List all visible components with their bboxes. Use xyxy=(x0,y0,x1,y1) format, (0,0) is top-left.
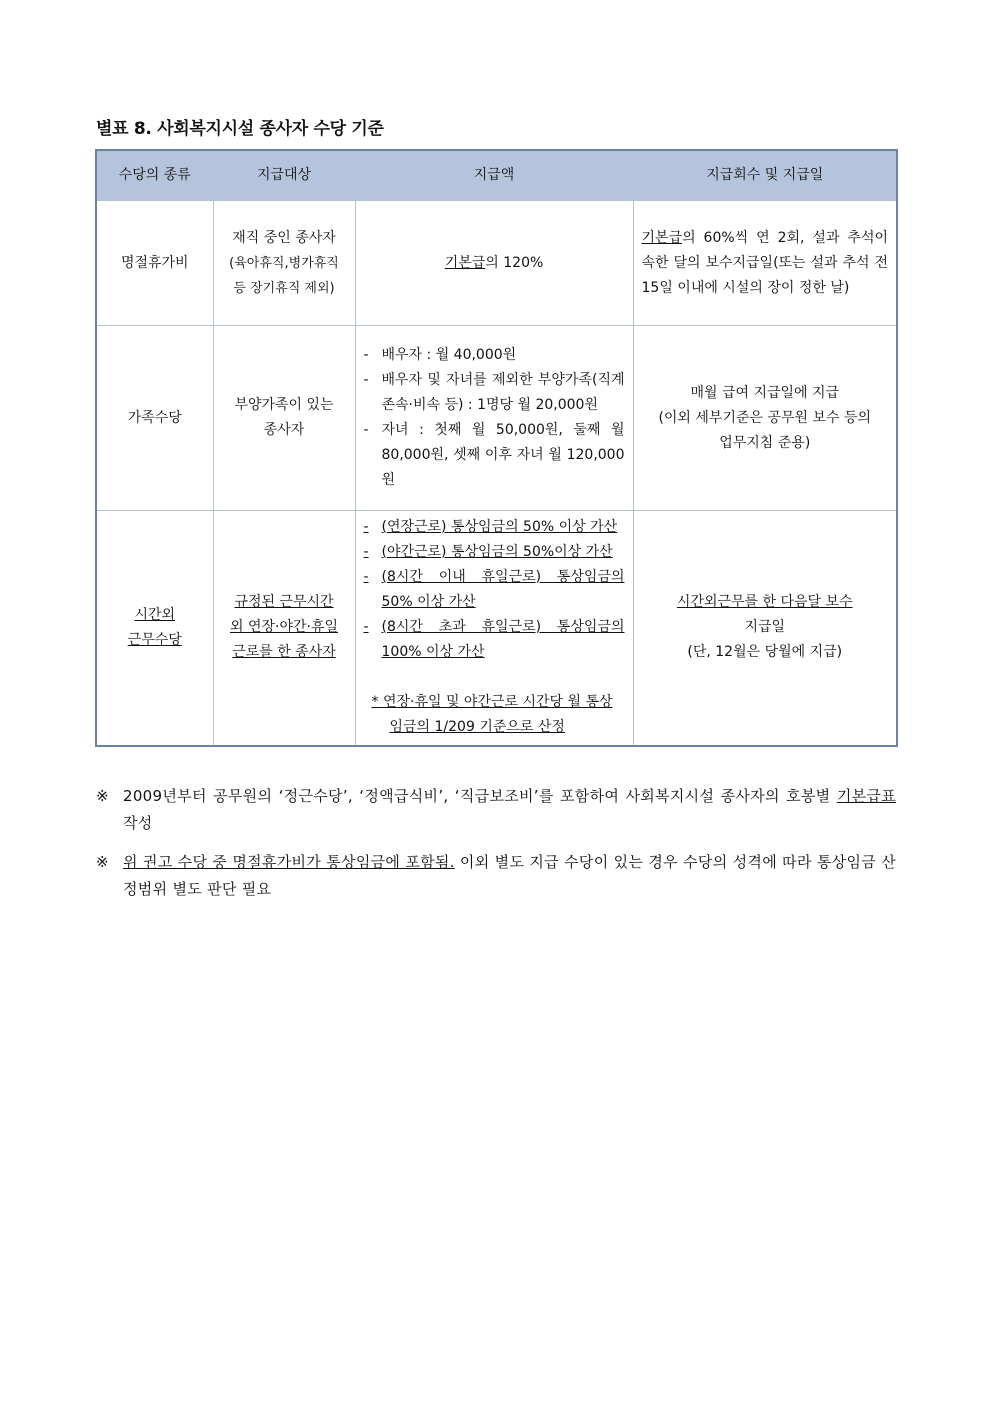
eligible-target xyxy=(213,326,355,511)
target-line: 재직 중인 종사자 xyxy=(232,229,336,246)
payment-schedule xyxy=(633,511,897,746)
allowance-table xyxy=(95,149,898,747)
amount-item: - 배우자 및 자녀를 제외한 부양가족(직계존속·비속 등) : 1명당 월 20,000원 xyxy=(363,372,625,413)
amount-list xyxy=(364,515,625,665)
amount-item: - (8시간 이내 휴일근로) 통상임금의 50% 이상 가산 xyxy=(363,569,625,611)
eligible-target xyxy=(213,511,355,746)
amount-item-text: (연장근로) 통상임금의 50% 이상 가산 xyxy=(381,519,618,536)
footnote xyxy=(96,849,896,903)
footnote-text: 작성 xyxy=(123,814,153,832)
header-row xyxy=(96,150,897,201)
amount-item: - 배우자 : 월 40,000원 xyxy=(363,347,517,363)
target-line: 규정된 근무시간 xyxy=(234,594,334,611)
allowance-type: 명절휴가비 xyxy=(96,201,213,326)
amount-underlined: 기본급 xyxy=(444,254,486,271)
payment-schedule xyxy=(633,326,897,511)
type-line: 근무수당 xyxy=(127,631,182,648)
amount-item: - 자녀 : 첫째 월 50,000원, 둘째 월 80,000원, 셋째 이후 자녀 월 120,000원 xyxy=(363,422,625,488)
allowance-type xyxy=(96,511,213,746)
amount-item-text: (8시간 초과 휴일근로) 통상임금의 100% 이상 가산 xyxy=(381,619,625,661)
table-row xyxy=(96,326,897,511)
target-line: 부양가족이 있는 xyxy=(234,397,334,413)
schedule-line: 지급일 xyxy=(744,619,786,636)
payment-amount xyxy=(355,326,633,511)
amount-item-text: (야간근로) 통상임금의 50%이상 가산 xyxy=(381,544,613,561)
column-header-amount: 지급액 xyxy=(355,150,633,201)
schedule-line: 매월 급여 지급일에 지급 xyxy=(690,384,840,401)
amount-item-text: 배우자 및 자녀를 제외한 부양가족(직계존속·비속 등) : 1명당 월 20,000원 xyxy=(381,372,625,413)
amount-item: - (연장근로) 통상임금의 50% 이상 가산 xyxy=(363,519,618,536)
amount-list xyxy=(364,343,625,493)
reference-mark: ※ xyxy=(96,787,109,805)
table-row xyxy=(96,201,897,326)
amount-footnote: * 연장·휴일 및 야간근로 시간당 월 통상임금의 1/209 기준으로 산정 xyxy=(371,694,613,736)
type-line: 시간외 xyxy=(134,606,176,623)
schedule-underlined: 기본급 xyxy=(641,229,683,246)
schedule-line: 업무지침 준용) xyxy=(719,434,811,451)
table-row xyxy=(96,511,897,746)
amount-item-text: (8시간 이내 휴일근로) 통상임금의 50% 이상 가산 xyxy=(381,569,625,611)
amount-item: - (야간근로) 통상임금의 50%이상 가산 xyxy=(363,544,613,561)
reference-mark: ※ xyxy=(96,853,109,871)
schedule-line: 시간외근무를 한 다음달 보수 xyxy=(676,594,853,611)
column-header-schedule: 지급회수 및 지급일 xyxy=(633,150,897,201)
target-line: 종사자 xyxy=(263,422,305,438)
footnote-underlined: 기본급표 xyxy=(836,787,896,805)
schedule-text: 의 60%씩 연 2회, 설과 추석이 속한 달의 보수지급일(또는 설과 추석 전 15일 이내에 시설의 장이 정한 날) xyxy=(641,229,888,296)
footnote-body xyxy=(96,783,896,837)
eligible-target xyxy=(213,201,355,326)
allowance-type: 가족수당 xyxy=(96,326,213,511)
amount-item-text: 배우자 : 월 40,000원 xyxy=(381,347,517,363)
footnote-body xyxy=(96,849,896,903)
amount-text: 의 120% xyxy=(485,254,544,271)
schedule-line: (이외 세부기준은 공무원 보수 등의 xyxy=(658,409,872,426)
target-line: 외 연장·야간·휴일 xyxy=(229,619,339,636)
schedule-line: (단, 12월은 당월에 지급) xyxy=(687,644,843,661)
footnote-text: 이외 별도 지급 수당이 있는 경우 수당의 성격에 따라 통상임금 산정범위 별도 판단 필요 xyxy=(123,853,896,898)
footnote-underlined: 위 권고 수당 중 명절휴가비가 통상임금에 포함됨. xyxy=(123,853,455,871)
payment-amount xyxy=(355,511,633,746)
footnote-text: 2009년부터 공무원의 ‘정근수당’, ‘정액급식비’, ‘직급보조비’를 포함하여 사회복지시설 종사자의 호봉별 xyxy=(123,787,837,805)
payment-schedule xyxy=(633,201,897,326)
column-header-target: 지급대상 xyxy=(213,150,355,201)
target-line: 등 장기휴직 제외) xyxy=(233,280,335,296)
page-title: 별표 8. 사회복지시설 종사자 수당 기준 xyxy=(96,119,384,139)
target-line: 근로를 한 종사자 xyxy=(232,644,336,661)
footnote xyxy=(96,783,896,837)
payment-amount xyxy=(355,201,633,326)
target-line: (육아휴직,병가휴직 xyxy=(229,255,339,271)
column-header-type: 수당의 종류 xyxy=(96,150,213,201)
amount-item-text: 자녀 : 첫째 월 50,000원, 둘째 월 80,000원, 셋째 이후 자녀 월 120,000원 xyxy=(381,422,625,488)
amount-item: - (8시간 초과 휴일근로) 통상임금의 100% 이상 가산 xyxy=(363,619,625,661)
